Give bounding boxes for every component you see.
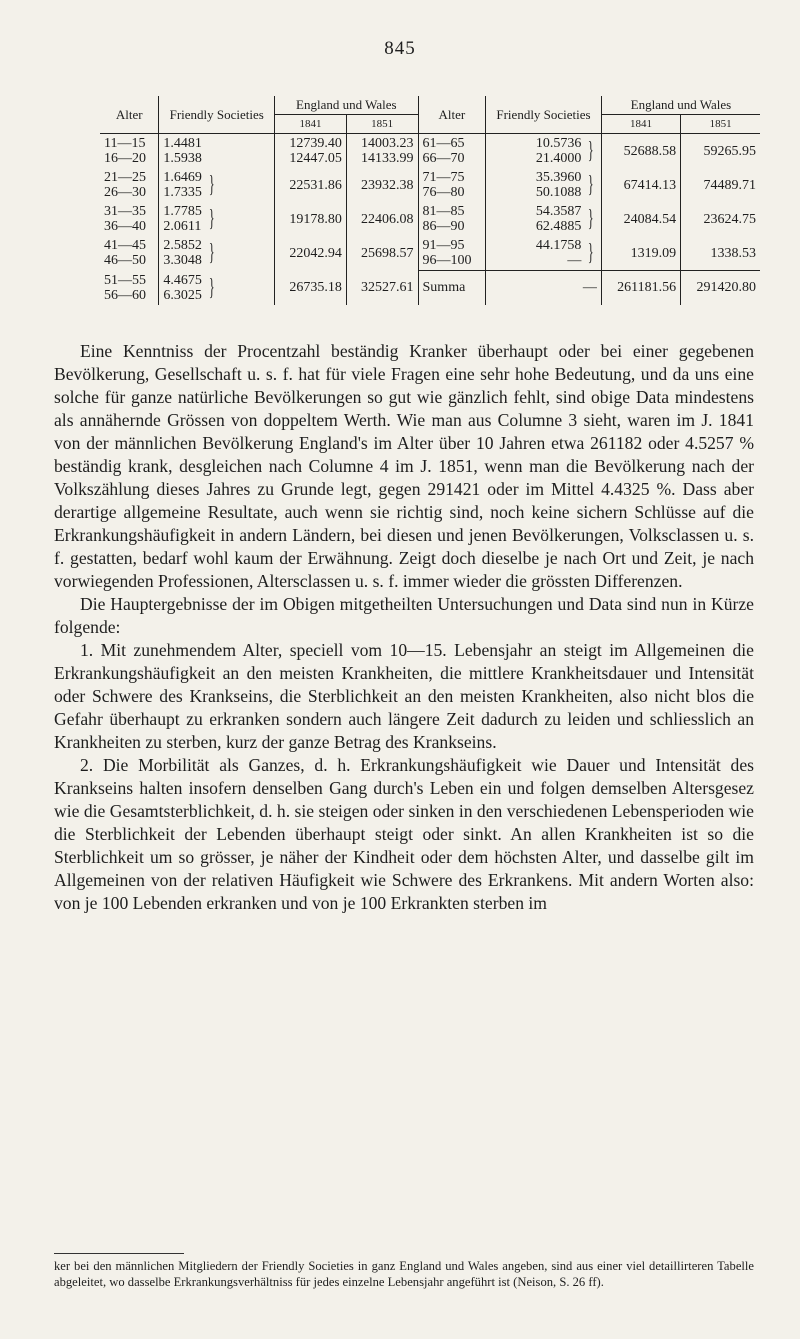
cell-alter-left-values: [104, 170, 154, 200]
paragraph: Die Hauptergebnisse der im Obigen mitgetheilten Untersuchungen und Data sind nun in Kürze folgende:: [54, 594, 754, 637]
cell-1851-left: [346, 271, 418, 305]
cell-friendly-left: [159, 236, 275, 271]
cell-alter-right-values: [423, 170, 482, 200]
brace-glyph: }: [208, 172, 215, 198]
cell-alter-left-line: 11—15: [104, 136, 146, 151]
cell-1851-left: [346, 168, 418, 202]
cell-1851-left-line: 14003.23: [361, 136, 414, 151]
cell-friendly-left-values: [163, 204, 202, 234]
cell-1851-left-line: 22406.08: [361, 211, 414, 227]
cell-alter-right: [418, 134, 486, 169]
cell-1851-right: 23624.75: [703, 211, 756, 227]
table-row: [100, 236, 760, 271]
cell-alter-left-line: 26—30: [104, 185, 146, 200]
footnote: ker bei den männlichen Mitgliedern der Friendly Societies in ganz England und Wales angeben, sind aus einer viel detaillirteren Tabelle abgeleitet, wo dasselbe Erkrankungsverhältniss für jedes einzelne Lebensjahr angeführt ist (Neison, S. 26 ff).: [54, 1259, 754, 1289]
cell-1841-right: 52688.58: [601, 134, 680, 169]
cell-1841-left-values: [279, 246, 342, 261]
table-row: [100, 134, 760, 169]
cell-friendly-right: [486, 168, 602, 202]
cell-friendly-left: [159, 168, 275, 202]
cell-1851-right: 74489.71: [703, 177, 756, 193]
paragraph: 2. Die Morbilität als Ganzes, d. h. Erkrankungshäufigkeit wie Dauer und Intensität des Krankseins halten insofern denselben Gang durch's Leben ein und folgen demselben Altersgesez wie die Gesamtsterblichkeit, d. h. sie steigen oder sinken in den verschiedenen Lebensperioden wie die Sterblichkeit der Lebenden überhaupt steigt oder sinkt. An allen Krankheiten ist so die Sterblichkeit um so grösser, je näher der Kindheit oder dem höchsten Alter, und dasselbe gilt im Allgemeinen von der relativen Häufigkeit wie Schwere des Erkrankens. Mit andern Worten also: von je 100 Lebenden erkranken und von je 100 Erkrankten sterben im: [54, 755, 754, 913]
cell-alter-right-line: 76—80: [422, 185, 465, 200]
cell-alter-left: [100, 202, 159, 236]
cell-alter-left: [100, 168, 159, 202]
cell-alter-left-values: [104, 238, 154, 268]
footnote-divider: [54, 1253, 184, 1254]
cell-alter-left: [100, 134, 159, 169]
cell-alter-right-line: 66—70: [422, 151, 465, 166]
cell-1841-left: [275, 202, 347, 236]
cell-friendly-left-line: 1.7335: [163, 185, 202, 200]
cell-1841-left: [275, 168, 347, 202]
cell-1851-right: 291420.80: [696, 280, 756, 296]
table-body: [100, 134, 760, 305]
cell-friendly-right-line: 21.4000: [535, 151, 582, 166]
cell-friendly-right-line: 35.3960: [535, 170, 582, 185]
cell-alter-right-line: Summa: [422, 280, 466, 296]
cell-alter-right-values: [423, 238, 482, 268]
cell-1841-right: 24084.54: [601, 202, 680, 236]
cell-friendly-right-line: 62.4885: [535, 219, 582, 234]
header-1851-right: 1851: [681, 115, 760, 134]
table-row: [100, 271, 760, 305]
cell-friendly-left-line: 2.0611: [163, 219, 202, 234]
cell-1851-left-line: 14133.99: [361, 151, 414, 166]
cell-friendly-left-line: 2.5852: [163, 238, 202, 254]
cell-alter-right-line: 71—75: [422, 170, 465, 185]
cell-alter-right: [418, 236, 486, 271]
header-1841-right: 1841: [601, 115, 680, 134]
cell-friendly-right: [486, 271, 602, 305]
statistics-table: [100, 96, 760, 305]
cell-1851-left-values: [351, 136, 414, 166]
cell-friendly-left-line: 4.4675: [163, 272, 202, 288]
cell-friendly-left-values: [163, 170, 202, 200]
cell-1851-right: 1338.53: [681, 236, 760, 271]
cell-1841-left: [275, 236, 347, 271]
cell-alter-right-values: [423, 204, 482, 234]
header-1841-left: 1841: [275, 115, 347, 134]
header-alter-right: Alter: [418, 96, 486, 134]
cell-alter-right-line: 96—100: [422, 253, 472, 268]
brace-glyph: }: [588, 138, 594, 164]
cell-1851-right: 59265.95: [703, 143, 756, 159]
cell-1851-left-line: 32527.61: [361, 280, 414, 295]
cell-alter-left-line: 51—55: [104, 272, 146, 288]
cell-1841-right: 67414.13: [601, 168, 680, 202]
header-england-right: England und Wales: [601, 96, 760, 115]
cell-1851-left: [346, 134, 418, 169]
cell-friendly-right-line: —: [582, 280, 597, 296]
cell-alter-right-line: 81—85: [422, 204, 465, 219]
cell-1841-left: [275, 134, 347, 169]
header-alter-left: Alter: [100, 96, 159, 134]
cell-alter-right-line: 91—95: [422, 238, 465, 253]
cell-1841-left-line: 22531.86: [289, 177, 342, 193]
cell-friendly-right: [486, 236, 602, 271]
brace-glyph: }: [208, 274, 215, 301]
cell-alter-left-line: 31—35: [104, 204, 146, 219]
cell-1841-left-values: [279, 212, 342, 227]
cell-alter-left-values: [104, 204, 154, 234]
cell-alter-left-line: 56—60: [104, 287, 146, 303]
table-row: [100, 168, 760, 202]
cell-alter-right-values: [423, 280, 482, 295]
cell-friendly-left-line: 1.4481: [163, 136, 202, 151]
cell-alter-left-line: 46—50: [104, 253, 146, 269]
cell-friendly-right-values: [536, 238, 582, 268]
cell-1841-right: 1319.09: [601, 236, 680, 271]
cell-friendly-right-values: [490, 280, 597, 295]
cell-alter-right-line: 86—90: [422, 219, 465, 234]
brace-glyph: }: [588, 240, 594, 266]
cell-friendly-right-values: [536, 170, 582, 200]
cell-friendly-left-line: 6.3025: [163, 287, 202, 303]
cell-friendly-right: [486, 202, 602, 236]
cell-friendly-right-values: [536, 136, 582, 166]
cell-1851-left-values: [351, 212, 414, 227]
cell-1851-left: [346, 202, 418, 236]
cell-friendly-right-line: 50.1088: [535, 185, 582, 200]
cell-friendly-left-values: [163, 238, 202, 268]
header-england-left: England und Wales: [275, 96, 418, 115]
cell-1851-left-line: 25698.57: [361, 245, 414, 261]
paragraph: 1. Mit zunehmendem Alter, speciell vom 10—15. Lebensjahr an steigt im Allgemeinen die Erkrankungshäufigkeit an den meisten Krankheiten, die mittlere Krankheitsdauer und Intensität oder Schwere des Krankseins, die Sterblichkeit an den meisten Krankheiten, also nicht blos die Gefahr überhaupt zu erkranken sondern auch längere Zeit dadurch zu leiden und schliesslich an Krankheiten zu sterben, kurz der ganze Betrag des Krankseins.: [54, 640, 754, 752]
cell-alter-right: [418, 168, 486, 202]
header-friendly-left: Friendly Societies: [159, 96, 275, 134]
cell-friendly-right-line: 44.1758: [535, 238, 582, 253]
cell-1841-left-line: 12447.05: [289, 151, 342, 166]
brace-glyph: }: [208, 206, 215, 232]
cell-alter-left-line: 36—40: [104, 219, 146, 234]
cell-1851-left: [346, 236, 418, 271]
cell-friendly-right-line: 54.3587: [535, 204, 582, 219]
cell-friendly-left: [159, 134, 275, 169]
cell-friendly-left-line: 1.7785: [163, 204, 202, 219]
cell-1841-left-line: 12739.40: [289, 136, 342, 151]
cell-friendly-right-line: 10.5736: [535, 136, 582, 151]
cell-1841-left-line: 26735.18: [289, 280, 342, 295]
cell-alter-left-line: 41—45: [104, 238, 146, 254]
cell-alter-left-line: 21—25: [104, 170, 146, 185]
page-number: 845: [384, 38, 416, 59]
cell-1851-left-values: [351, 246, 414, 261]
header-1851-left: 1851: [346, 115, 418, 134]
cell-friendly-right-line: —: [567, 253, 582, 268]
header-friendly-right: Friendly Societies: [486, 96, 602, 134]
cell-1841-left-line: 19178.80: [289, 211, 342, 227]
cell-friendly-left-line: 1.5938: [163, 151, 202, 166]
brace-glyph: }: [208, 240, 215, 267]
brace-glyph: }: [588, 172, 594, 198]
cell-friendly-right-values: [536, 204, 582, 234]
cell-friendly-left-values: [163, 136, 270, 166]
cell-alter-left-values: [104, 136, 154, 166]
body-text: [54, 340, 754, 915]
cell-alter-right: [418, 271, 486, 305]
brace-glyph: }: [588, 206, 594, 232]
cell-friendly-left-line: 1.6469: [163, 170, 202, 185]
cell-friendly-left: [159, 202, 275, 236]
cell-1841-left-line: 22042.94: [289, 245, 342, 261]
cell-alter-left-values: [104, 273, 154, 303]
cell-alter-right: [418, 202, 486, 236]
cell-1841-left-values: [279, 280, 342, 295]
cell-friendly-right: [486, 134, 602, 169]
cell-1841-left-values: [279, 178, 342, 193]
cell-friendly-left-values: [163, 273, 202, 303]
cell-alter-left: [100, 271, 159, 305]
table-row: [100, 202, 760, 236]
cell-1841-left: [275, 271, 347, 305]
paragraph: Eine Kenntniss der Procentzahl beständig Kranker überhaupt oder bei einer gegebenen Bevölkerung, Gesellschaft u. s. f. hat für viele Fragen eine sehr hohe Bedeutung, und da uns eine solche für ganze natürliche Bevölkerungen so gut wie gänzlich fehlt, sind obige Data mindestens als annähernde Grössen von doppeltem Werth. Wie man aus Columne 3 sieht, waren im J. 1841 von der männlichen Bevölkerung England's im Alter über 10 Jahren etwa 261182 oder 4.5257 % beständig krank, desgleichen nach Columne 4 im J. 1851, wenn man die Bevölkerung nach der Volkszählung dieses Jahres zu Grunde legt, gegen 291421 oder im Mittel 4.4325 %. Dass aber derartige allgemeine Resultate, auch wenn sie richtig sind, noch keine sichern Schlüsse auf die Erkrankungshäufigkeit in andern Ländern, bei diesen und jenen Bevölkerungen, Volksclassen u. s. f. gestatten, bedarf wohl kaum der Erwähnung. Zeigt doch dieselbe je nach Ort und Zeit, je nach vorwiegenden Professionen, Altersclassen u. s. f. immer wieder die grössten Differenzen.: [54, 341, 754, 591]
cell-alter-left-line: 16—20: [104, 151, 146, 166]
cell-alter-right-values: [423, 136, 482, 166]
cell-1841-right: 261181.56: [601, 271, 680, 305]
cell-1841-left-values: [279, 136, 342, 166]
cell-1851-left-values: [351, 178, 414, 193]
cell-1851-left-values: [351, 280, 414, 295]
cell-friendly-left-line: 3.3048: [163, 253, 202, 269]
cell-alter-left: [100, 236, 159, 271]
cell-alter-right-line: 61—65: [422, 136, 465, 151]
cell-friendly-left: [159, 271, 275, 305]
cell-1851-left-line: 23932.38: [361, 177, 414, 193]
